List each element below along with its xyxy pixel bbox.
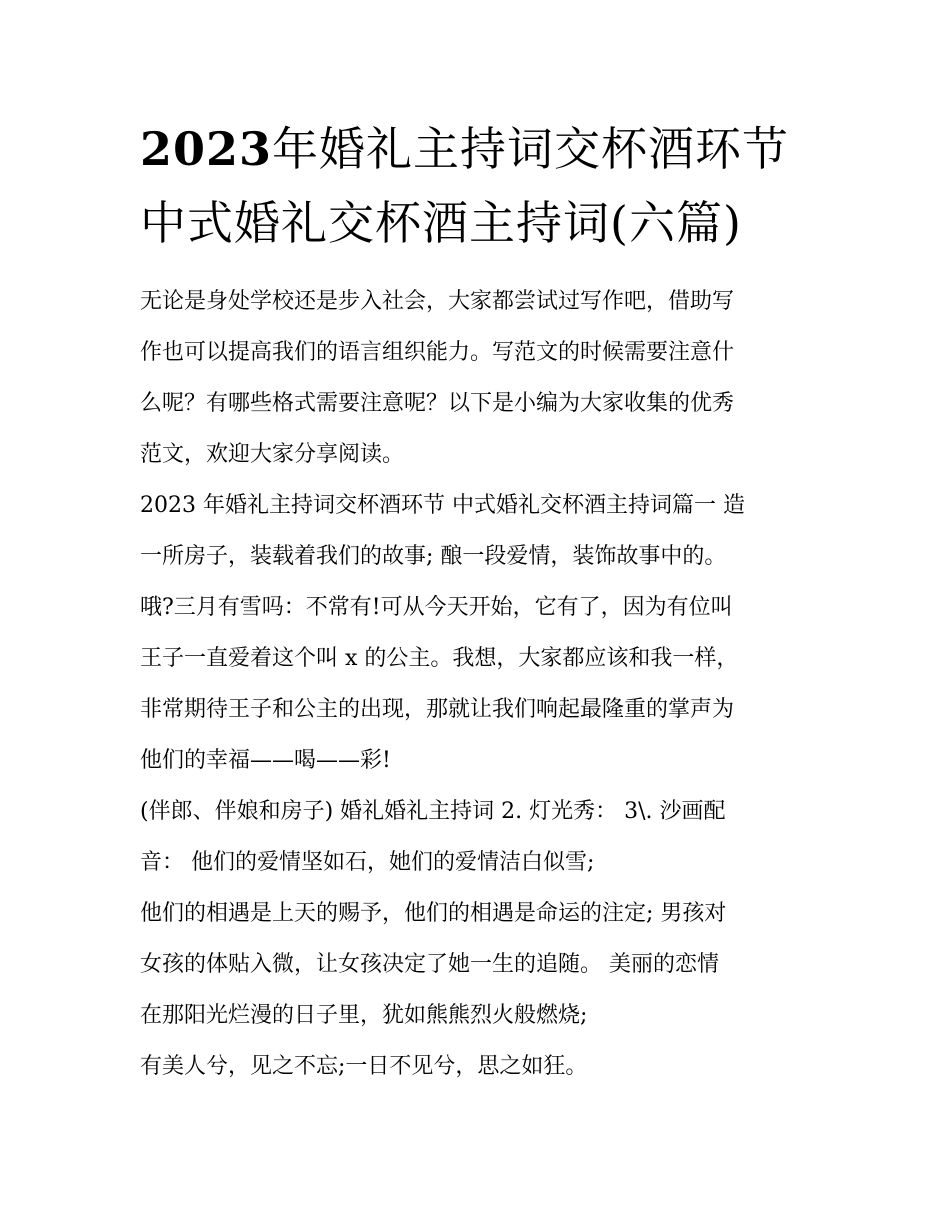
document-title: [140, 112, 830, 260]
body-line: 2023 年婚礼主持词交杯酒环节 中式婚礼交杯酒主持词篇一 造: [140, 493, 745, 518]
body-line: 他们的相遇是上天的赐予，他们的相遇是命运的注定; 男孩对: [140, 901, 727, 926]
title-line-1-text: 年婚礼主持词交杯酒环节: [272, 122, 790, 176]
body-line: 女孩的体贴入微，让女孩决定了她一生的追随。 美丽的恋情: [140, 952, 719, 977]
body-line: 哦?三月有雪吗：不常有!可从今天开始，它有了，因为有位叫: [140, 595, 733, 620]
body-line: 范文，欢迎大家分享阅读。: [140, 442, 405, 467]
body-line: 他们的幸福——喝——彩!: [140, 748, 391, 773]
body-line: 音： 他们的爱情坚如石，她们的爱情洁白似雪;: [140, 850, 595, 875]
title-line-2: 中式婚礼交杯酒主持词(六篇): [140, 196, 742, 250]
body-line: (伴郎、伴娘和房子) 婚礼婚礼主持词 2. 灯光秀： 3\. 沙画配: [140, 799, 726, 824]
title-year: 2023: [140, 122, 273, 176]
body-line: 么呢？有哪些格式需要注意呢？以下是小编为大家收集的优秀: [140, 391, 735, 416]
body-line: 王子一直爱着这个叫 x 的公主。我想，大家都应该和我一样，: [140, 646, 739, 671]
title-line-1: [140, 112, 830, 186]
body-line: 一所房子，装载着我们的故事; 酿一段爱情，装饰故事中的。: [140, 544, 727, 569]
body-line: 有美人兮，见之不忘;一日不见兮，思之如狂。: [140, 1054, 588, 1079]
document-body: [140, 276, 830, 1092]
body-line: 无论是身处学校还是步入社会，大家都尝试过写作吧，借助写: [140, 289, 735, 314]
body-line: 作也可以提高我们的语言组织能力。写范文的时候需要注意什: [140, 340, 735, 365]
body-line: 在那阳光烂漫的日子里，犹如熊熊烈火般燃烧;: [140, 1003, 588, 1028]
body-line: 非常期待王子和公主的出现，那就让我们响起最隆重的掌声为: [140, 697, 735, 722]
